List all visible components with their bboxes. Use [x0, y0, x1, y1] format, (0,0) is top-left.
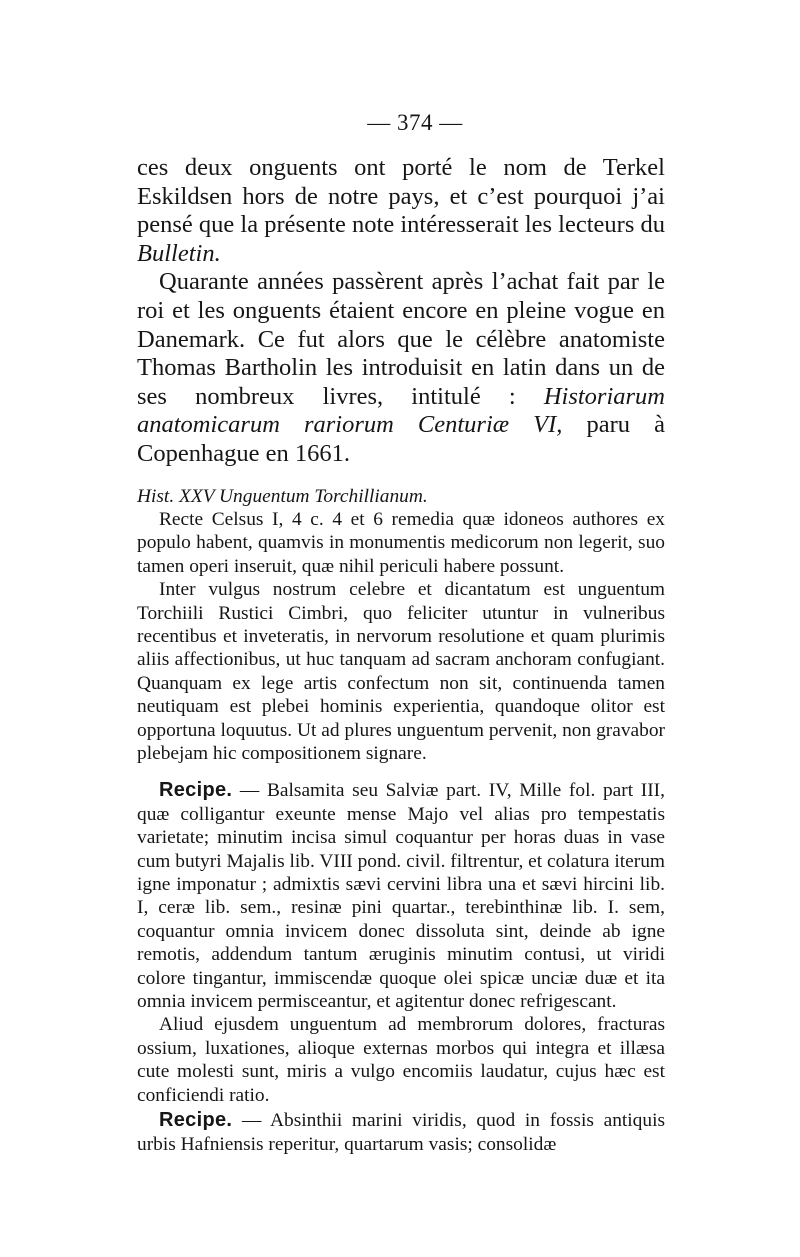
- latin-paragraph-3: Aliud ejusdem unguentum ad membrorum dolores, fracturas ossium, luxationes, alioque externas morbos qui integra et illæsa cute molesti sunt, miris a vulgo encomiis laudatur, cujus hæc est conficiendi ratio.: [137, 1014, 665, 1106]
- bulletin-title: Bulletin.: [137, 239, 221, 267]
- latin-paragraph-2: Inter vulgus nostrum celebre et dicantatum est unguentum Torchiili Rustici Cimbri, quo feliciter utuntur in vulneribus recentibus et inveteratis, in nervorum resolutione et quam plurimis aliis affectionibus, ut huc tanquam ad sacram anchoram confugiant. Quanquam ex lege artis confectum non sit, continuenda tamen neutiquam est plebei hominis experientia, quandoque olitor est opportuna loquutus. Ut ad plures unguentum pervenit, non gravabor plebejam hic compositionem signare.: [137, 579, 665, 764]
- recipe-2-text: — Absinthii marini viridis, quod in fossis antiquis urbis Hafniensis reperitur, quartarum vasis; consolidæ: [137, 1110, 665, 1155]
- latin-paragraph-1: Recte Celsus I, 4 c. 4 et 6 remedia quæ idoneos authores ex populo habent, quamvis in monumentis medicorum non legerit, suo tamen operi inseruit, quæ nihil periculi habere possunt.: [137, 508, 665, 577]
- book-title: Historiarum anatomicarum rariorum Centuriæ VI,: [137, 382, 665, 439]
- page-number: — 374 —: [367, 110, 463, 135]
- latin-heading: Hist. XXV Unguentum Torchillianum.: [137, 485, 428, 507]
- french-paragraph-2-end: paru à Copenhague en 1661.: [137, 411, 665, 467]
- french-paragraph-1: [137, 154, 665, 268]
- french-paragraph-2-start: Quarante années passèrent après l’achat fait par le roi et les onguents étaient encore en pleine vogue en Danemark. Ce fut alors que le célèbre anatomiste Thomas Bartholin les introduisit en latin dans un de ses nombreux livres, intitulé :: [137, 268, 665, 410]
- recipe-1-text: — Balsamita seu Salviæ part. IV, Mille fol. part III, quæ colligantur exeunte mense Majo vel alias pro tempestatis varietate; minutim incisa simul coquantur per horas duas in vase cum butyri Majalis lib. VIII pond. civil. filtrentur, et colatura iterum igne imponatur ; admixtis sævi cervini libra una et sævi hircini lib. I, ceræ lib. sem., resinæ pini quartar., terebinthinæ lib. I. sem, coquantur omnia invicem donec dissoluta sint, deinde ab igne remotis, addendum tantum æruginis minutim contusi, ut viridi colore tingantur, immiscendæ quoque olei spicæ unciæ duæ et ita omnia invicem permisceantur, et agitentur donec refrigescant.: [137, 780, 665, 1013]
- page-body: [137, 154, 665, 1156]
- recipe-2-label: Recipe.: [159, 1109, 233, 1132]
- recipe-1-label: Recipe.: [159, 779, 233, 802]
- french-paragraph-1-text: ces deux onguents ont porté le nom de Terkel Eskildsen hors de notre pays, et c’est pourquoi j’ai pensé que la présente note intéresserait les lecteurs du: [137, 154, 665, 239]
- french-paragraph-2: [137, 268, 665, 468]
- recipe-2: [137, 1109, 665, 1156]
- recipe-1: [137, 779, 665, 1013]
